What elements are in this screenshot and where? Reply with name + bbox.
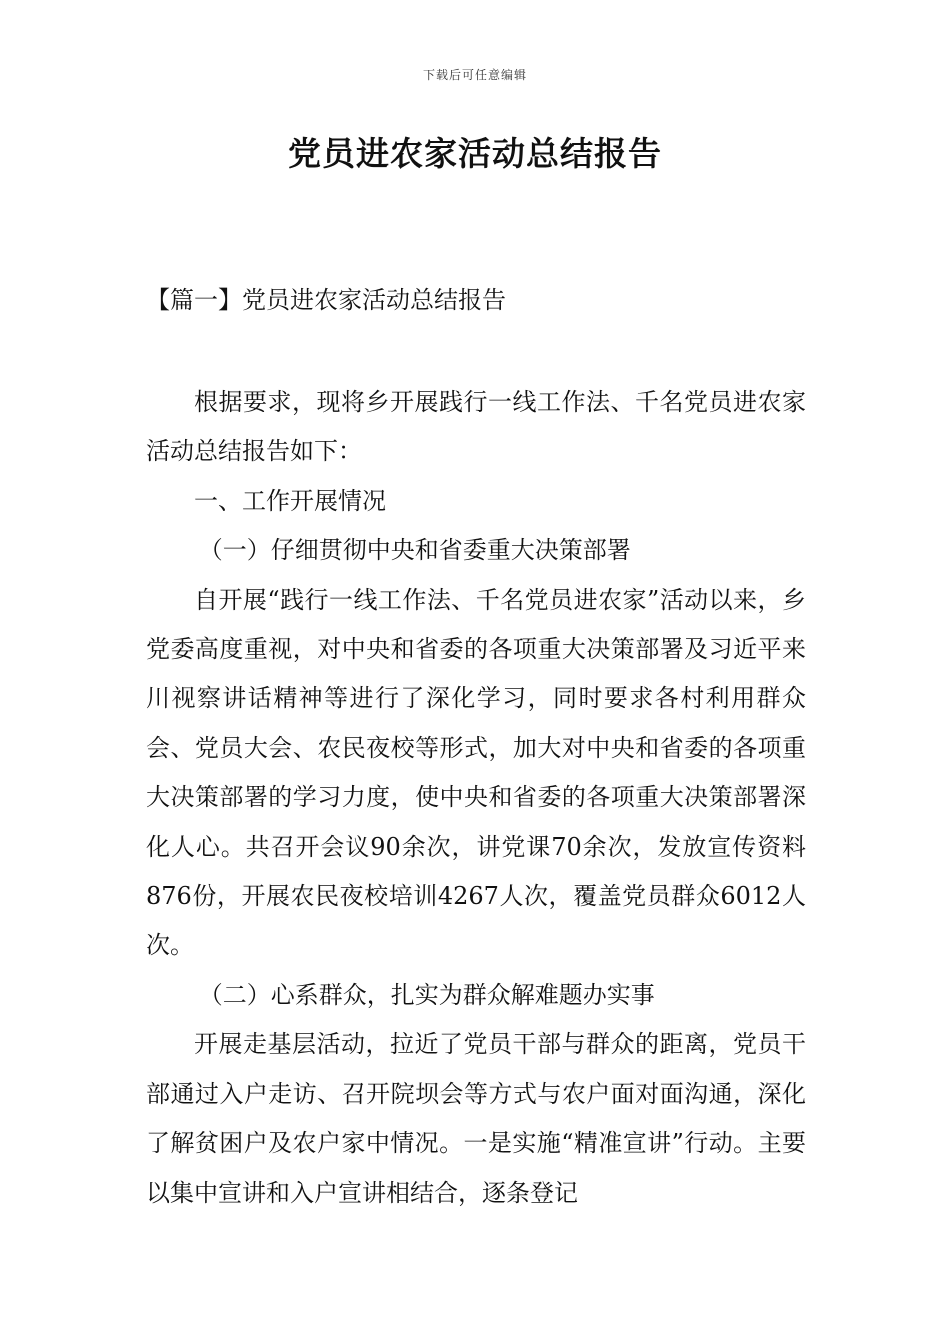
paragraph-intro: 根据要求，现将乡开展践行一线工作法、千名党员进农家活动总结报告如下： (146, 388, 806, 466)
document-body (146, 378, 806, 1218)
document-title: 党员进农家活动总结报告 (288, 134, 662, 173)
paragraph-2: 开展走基层活动，拉近了党员干部与群众的距离，党员干部通过入户走访、召开院坝会等方式与农户面对面沟通，深化了解贫困户及农户家中情况。一是实施“精准宣讲”行动。主要以集中宣讲和入户宣讲相结合，逐条登记 (146, 1030, 806, 1207)
paragraph-1: 自开展“践行一线工作法、千名党员进农家”活动以来，乡党委高度重视，对中央和省委的各项重大决策部署及习近平来川视察讲话精神等进行了深化学习，同时要求各村利用群众会、党员大会、农民夜校等形式，加大对中央和省委的各项重大决策部署的学习力度，使中央和省委的各项重大决策部署深化人心。共召开会议90余次，讲党课70余次，发放宣传资料876份，开展农民夜校培训4267人次，覆盖党员群众6012人次。 (146, 585, 806, 960)
heading-work-status: 一、工作开展情况 (194, 486, 386, 515)
subheading-2: （二）心系群众，扎实为群众解难题办实事 (198, 980, 655, 1009)
subheading-1: （一）仔细贯彻中央和省委重大决策部署 (198, 536, 631, 565)
header-note: 下载后可任意编辑 (422, 68, 527, 82)
section-heading: 【篇一】党员进农家活动总结报告 (146, 286, 506, 314)
